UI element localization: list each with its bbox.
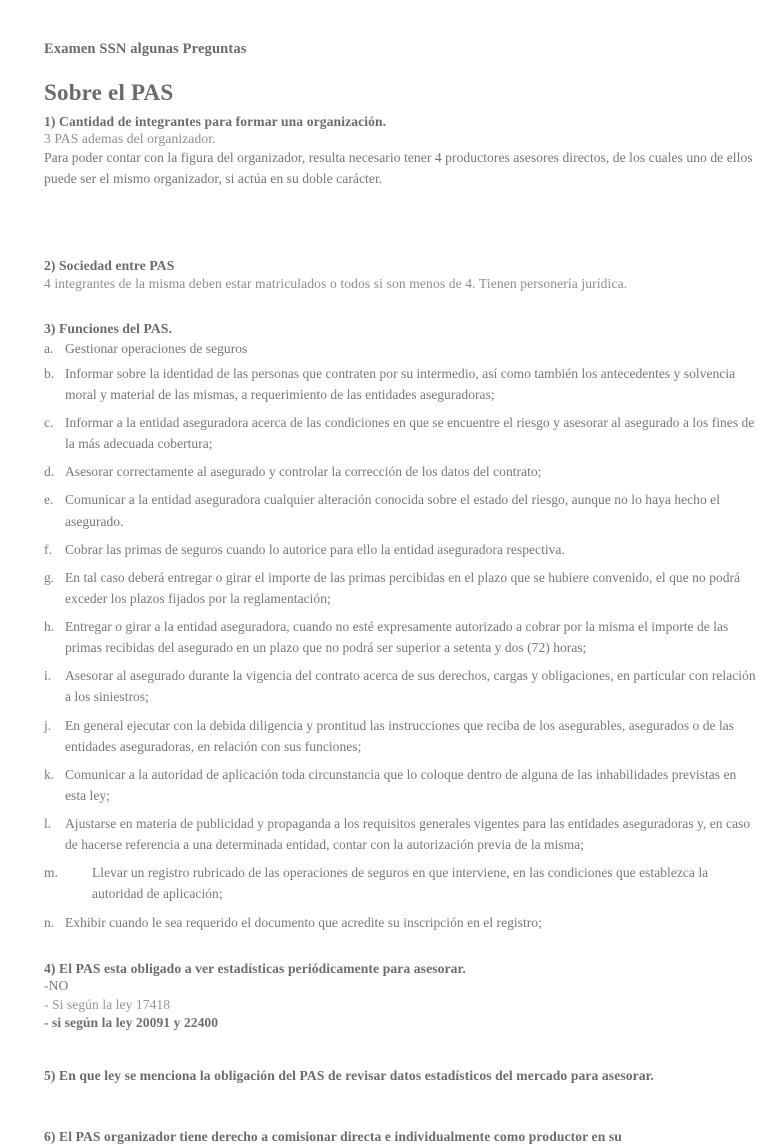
list-item <box>44 338 756 359</box>
question-6-heading: 6) El PAS organizador tiene derecho a comisionar directa e individualmente como productor en su <box>44 1128 622 1144</box>
list-item-text: Ajustarse en materia de publicidad y propaganda a los requisitos generales vigentes para las entidades aseguradoras y, en caso de hacerse referencia a una determinada entidad, contar con la autorización previa de la misma; <box>65 816 751 853</box>
list-item <box>44 665 756 707</box>
list-item-text: Cobrar las primas de seguros cuando lo autorice para ello la entidad aseguradora respectiva. <box>65 541 565 557</box>
list-item-marker: h. <box>44 619 55 635</box>
question-4-answer-2: - Si según la ley 17418 <box>44 996 171 1012</box>
list-item-marker: g. <box>44 569 55 585</box>
question-1-heading: 1) Cantidad de integrantes para formar una organización. <box>44 113 387 129</box>
list-item-text: En general ejecutar con la debida diligencia y prontitud las instrucciones que reciba de los asegurables, asegurados o de las entidades aseguradoras, en relación con sus funciones; <box>65 717 735 754</box>
question-4-answer-3: - si según la ley 20091 y 22400 <box>44 1015 219 1031</box>
list-item <box>44 461 756 482</box>
question-1-paragraph: Para poder contar con la figura del organizador, resulta necesario tener 4 productores asesores directos, de los cuales uno de ellos puede ser el mismo organizador, si actúa en su doble carácter. <box>44 149 753 186</box>
question-2-heading: 2) Sociedad entre PAS <box>44 258 175 274</box>
question-2-answer: 4 integrantes de la misma deben estar matriculados o todos si son menos de 4. Tienen personería jurídica. <box>44 275 628 291</box>
list-item <box>44 912 756 933</box>
list-item <box>44 539 756 560</box>
document-content <box>44 0 756 1145</box>
list-item-marker: f. <box>44 541 52 557</box>
question-4-heading: 4) El PAS esta obligado a ver estadísticas periódicamente para asesorar. <box>44 960 466 976</box>
spacer <box>44 292 756 320</box>
document-title: Examen SSN algunas Preguntas <box>44 41 247 57</box>
list-item <box>44 862 756 904</box>
list-item-marker: j. <box>44 717 52 733</box>
list-item-text: Gestionar operaciones de seguros <box>65 340 248 356</box>
list-item-marker: c. <box>44 415 54 431</box>
question-4-answer-1: -NO <box>44 978 69 994</box>
list-item-marker: k. <box>44 766 55 782</box>
list-item <box>44 813 756 855</box>
list-item-marker: d. <box>44 464 55 480</box>
list-item <box>44 363 756 405</box>
spacer <box>44 1084 756 1128</box>
list-item <box>44 567 756 609</box>
list-item-text: Informar sobre la identidad de las personas que contraten por su intermedio, así como también los antecedentes y solvencia moral y material de las mismas, a requerimiento de las entidades aseguradoras; <box>65 365 736 402</box>
spacer <box>44 1033 756 1067</box>
list-item-text: Exhibir cuando le sea requerido el documento que acredite su inscripción en el registro; <box>65 914 542 930</box>
list-item-text: Informar a la entidad aseguradora acerca de las condiciones en que se encuentre el riesgo y asesorar al asegurado a los fines de la más adecuada cobertura; <box>65 415 755 452</box>
list-item-marker: m. <box>44 865 58 881</box>
list-item-marker: e. <box>44 492 54 508</box>
spacer <box>44 241 756 257</box>
question-1-short-answer: 3 PAS ademas del organizador. <box>44 131 216 147</box>
spacer <box>44 940 756 960</box>
page-title: Sobre el PAS <box>44 80 174 106</box>
list-item-text: Llevar un registro rubricado de las operaciones de seguros en que interviene, en las condiciones que establezca la autoridad de aplicación; <box>92 865 709 902</box>
list-item-text: Comunicar a la autoridad de aplicación toda circunstancia que lo coloque dentro de alguna de las inhabilidades previstas en esta ley; <box>65 766 737 803</box>
list-item-text: Asesorar correctamente al asegurado y controlar la corrección de los datos del contrato; <box>65 464 542 480</box>
list-item-text: En tal caso deberá entregar o girar el importe de las primas percibidas en el plazo que se hubiere convenido, el que no podrá exceder los plazos fijados por la reglamentación; <box>65 569 741 606</box>
list-item <box>44 616 756 658</box>
list-item-marker: i. <box>44 668 52 684</box>
spacer <box>44 189 756 241</box>
question-3-heading: 3) Funciones del PAS. <box>44 321 172 337</box>
list-item-text: Asesorar al asegurado durante la vigencia del contrato acerca de sus derechos, cargas y obligaciones, en particular con relación a los siniestros; <box>65 668 756 705</box>
list-item-marker: b. <box>44 365 55 381</box>
list-item <box>44 764 756 806</box>
list-item-marker: n. <box>44 914 55 930</box>
functions-list <box>44 338 756 933</box>
list-item <box>44 489 756 531</box>
list-item-marker: l. <box>44 816 52 832</box>
list-item-text: Entregar o girar a la entidad aseguradora, cuando no esté expresamente autorizado a cobrar por la misma el importe de las primas recibidas del asegurado en un plazo que no podrá ser superior a setenta y dos (72) horas; <box>65 619 729 656</box>
list-item <box>44 715 756 757</box>
question-5-heading: 5) En que ley se menciona la obligación del PAS de revisar datos estadísticos del mercado para asesorar. <box>44 1067 655 1083</box>
list-item-text: Comunicar a la entidad aseguradora cualquier alteración conocida sobre el estado del riesgo, aunque no lo haya hecho el asegurado. <box>65 492 720 529</box>
list-item-marker: a. <box>44 340 54 356</box>
list-item <box>44 412 756 454</box>
